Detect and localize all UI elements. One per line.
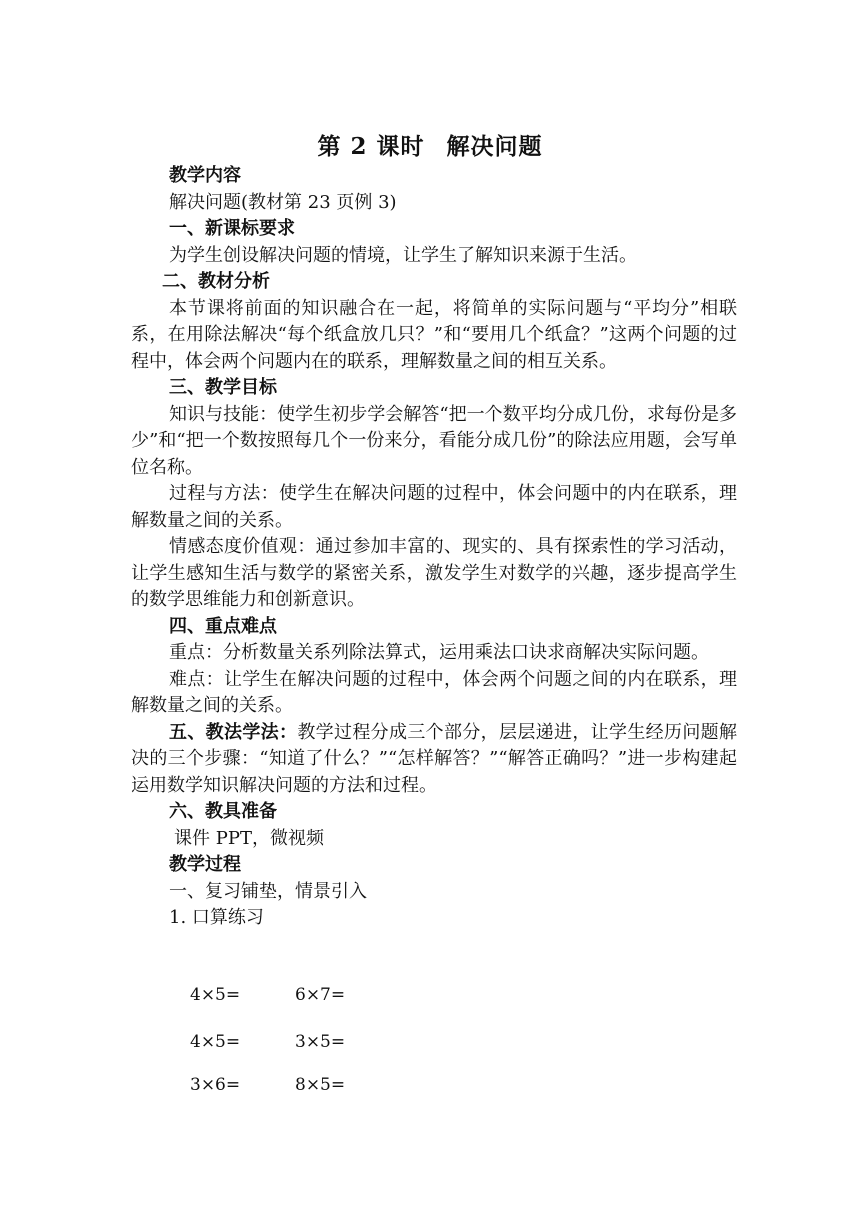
exercise-item: 6×7=	[295, 985, 346, 1005]
exercise-item: 4×5=	[190, 1032, 241, 1052]
method-text: 教学过程分成三个部分，层层递进，让学生经历问题解决的三个步骤：“知道了什么？”“怎样解答？”“解答正确吗？”进一步构建起运用数学知识解决问题的方法和过程。	[131, 721, 738, 796]
document-body	[131, 163, 737, 932]
lesson-topic: 解决问题	[446, 133, 543, 160]
exercise-item: 3×5=	[295, 1032, 346, 1052]
standard-heading: 一、新课标要求	[169, 218, 295, 239]
exercise-item: 3×6=	[190, 1075, 241, 1095]
goal-emotion: 情感态度价值观：通过参加丰富的、现实的、具有探索性的学习活动，让学生感知生活与数学的紧密关系，激发学生对数学的兴趣，逐步提高学生的数学思维能力和创新意识。	[131, 536, 737, 610]
exercise-row	[190, 1032, 400, 1052]
step-1-1: 1. 口算练习	[169, 907, 264, 928]
method-paragraph	[131, 720, 737, 800]
key-point: 重点：分析数量关系列除法算式，运用乘法口诀求商解决实际问题。	[169, 642, 709, 663]
page-title	[0, 128, 860, 161]
step-1: 一、复习铺垫，情景引入	[169, 880, 367, 902]
content-text: 解决问题(教材第 23 页例 3)	[169, 191, 397, 213]
process-heading: 教学过程	[169, 854, 241, 875]
exercise-row	[190, 1075, 400, 1095]
goal-knowledge: 知识与技能：使学生初步学会解答“把一个数平均分成几份，求每份是多少”和“把一个数按照每几个一份来分，看能分成几份”的除法应用题，会写单位名称。	[131, 403, 737, 478]
standard-text: 为学生创设解决问题的情境，让学生了解知识来源于生活。	[169, 244, 637, 266]
method-heading: 五、教法学法：	[169, 721, 298, 743]
exercise-item: 8×5=	[295, 1075, 346, 1095]
tools-heading: 六、教具准备	[169, 801, 277, 822]
exercise-row	[190, 985, 400, 1005]
exercise-item: 4×5=	[190, 985, 241, 1005]
lesson-number: 第 2 课时	[317, 133, 425, 160]
tools-text: 课件 PPT，微视频	[174, 827, 324, 849]
difficult-point: 难点：让学生在解决问题的过程中，体会两个问题之间的内在联系，理解数量之间的关系。	[131, 668, 737, 716]
content-heading: 教学内容	[169, 165, 241, 186]
goals-heading: 三、教学目标	[169, 377, 277, 398]
key-heading: 四、重点难点	[169, 615, 277, 637]
analysis-text: 本节课将前面的知识融合在一起，将简单的实际问题与“平均分”相联系，在用除法解决“每个纸盒放几只？”和“要用几个纸盒？”这两个问题的过程中，体会两个问题内在的联系，理解数量之间的相互关系。	[131, 297, 737, 372]
goal-process: 过程与方法：使学生在解决问题的过程中，体会问题中的内在联系，理解数量之间的关系。	[131, 483, 737, 531]
analysis-heading: 二、教材分析	[162, 271, 270, 292]
